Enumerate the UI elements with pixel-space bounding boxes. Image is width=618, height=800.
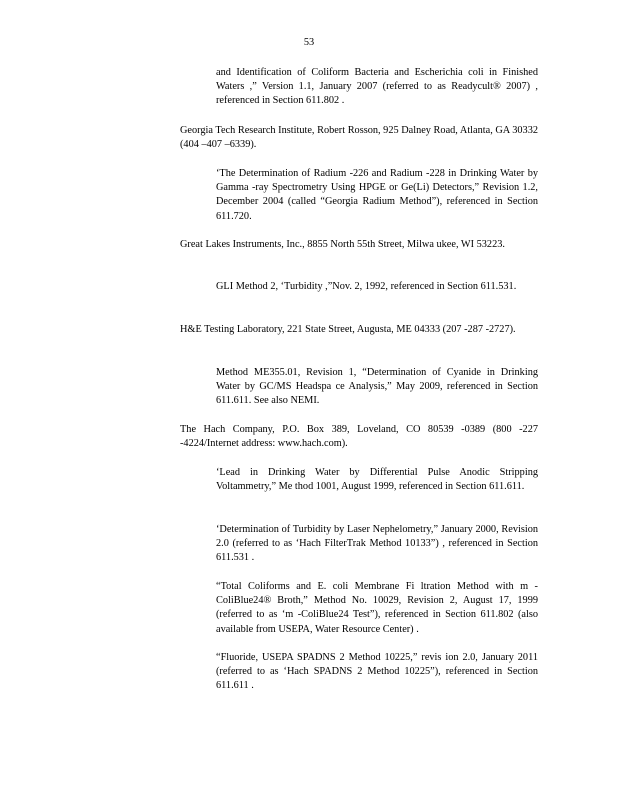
organization-entry: Great Lakes Instruments, Inc., 8855 North 55th Street, Milwa ukee, WI 53223. bbox=[180, 239, 505, 250]
organization-entry: The Hach Company, P.O. Box 389, Loveland, CO 80539 -0389 (800 -227 -4224/Internet address: www.hach.com). bbox=[180, 424, 538, 450]
reference-entry: ‘Determination of Turbidity by Laser Nephelometry,” January 2000, Revision 2.0 (referred to as ‘Hach FilterTrak Method 10133”) , referenced in Section 611.531 . bbox=[216, 524, 538, 564]
organization-entry: H&E Testing Laboratory, 221 State Street, Augusta, ME 04333 (207 -287 -2727). bbox=[180, 324, 516, 335]
reference-entry: and Identification of Coliform Bacteria and Escherichia coli in Finished Waters ,” Version 1.1, January 2007 (referred to as Readycult® 2007) , referenced in Section 611.802 . bbox=[216, 67, 538, 107]
reference-entry: ‘The Determination of Radium -226 and Radium -228 in Drinking Water by Gamma -ray Spectrometry Using HPGE or Ge(Li) Detectors,” Revision 1.2, December 2004 (called “Georgia Radium Method”), referenced in Section 611.720. bbox=[216, 168, 538, 222]
organization-entry: Georgia Tech Research Institute, Robert Rosson, 925 Dalney Road, Atlanta, GA 30332 (404 –407 –6339). bbox=[180, 125, 538, 151]
reference-entry: “Total Coliforms and E. coli Membrane Fi ltration Method with m - ColiBlue24® Broth,” Method No. 10029, Revision 2, August 17, 1999 (referred to as ‘m -ColiBlue24 Test”), referenced in Section 611.802 (also available from USEPA, Water Resource Center) . bbox=[216, 581, 538, 635]
reference-entry: ‘Lead in Drinking Water by Differential Pulse Anodic Stripping Voltammetry,” Me thod 1001, August 1999, referenced in Section 611.611. bbox=[216, 467, 538, 493]
reference-entry: Method ME355.01, Revision 1, “Determination of Cyanide in Drinking Water by GC/MS Headspa ce Analysis,” May 2009, referenced in Section 611.611. See also NEMI. bbox=[216, 367, 538, 407]
page-number: 53 bbox=[303, 37, 315, 48]
reference-entry: “Fluoride, USEPA SPADNS 2 Method 10225,” revis ion 2.0, January 2011 (referred to as ‘Hach SPADNS 2 Method 10225”), referenced in Section 611.611 . bbox=[216, 652, 538, 692]
reference-entry: GLI Method 2, ‘Turbidity ,”Nov. 2, 1992, referenced in Section 611.531. bbox=[216, 281, 517, 292]
